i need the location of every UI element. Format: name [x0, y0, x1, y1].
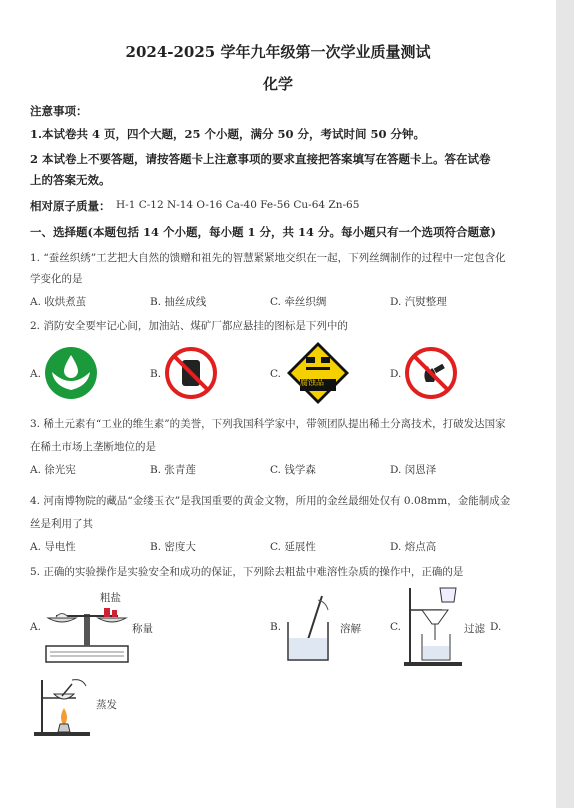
- notes-heading: 注意事项：: [30, 104, 88, 118]
- atomic-mass-values: H-1 C-12 N-14 O-16 Ca-40 Fe-56 Cu-64 Zn-65: [116, 199, 360, 211]
- q5-stem: 5. 正确的实验操作是实验安全和成功的保证，下列除去粗盐中难溶性杂质的操作中，正确的是: [30, 566, 464, 578]
- scrollbar-area[interactable]: [556, 0, 574, 808]
- q5-caption-weighing: 称量: [132, 623, 153, 635]
- q5-caption-crude-salt: 粗盐: [100, 592, 121, 604]
- q2-option-b: B.: [150, 368, 162, 380]
- no-fire-sign-icon: [404, 346, 458, 400]
- q3-option-d: D. 闵恩泽: [390, 464, 437, 476]
- q5-caption-filtering: 过滤: [464, 623, 485, 635]
- q4-option-a: A. 导电性: [30, 541, 76, 553]
- q4-stem-line2: 丝是利用了其: [30, 518, 93, 530]
- notes-item-1: 1.本试卷共 4 页，四个大题，25 个小题，满分 50 分，考试时间 50 分钟。: [30, 127, 426, 141]
- q5-option-a: A.: [30, 621, 41, 633]
- water-saving-sign-icon: [44, 346, 98, 400]
- q1-stem-line2: 学变化的是: [30, 273, 83, 285]
- q2-option-c: C.: [270, 368, 281, 380]
- filtration-setup-icon: [402, 584, 464, 668]
- notes-item-2-line1: 2 本试卷上不要答题，请按答题卡上注意事项的要求直接把答案填写在答题卡上。答在试卷: [30, 152, 491, 166]
- atomic-mass-label: 相对原子质量：: [30, 199, 111, 213]
- q5-option-b: B.: [270, 621, 282, 633]
- q3-option-c: C. 钱学森: [270, 464, 316, 476]
- q3-option-a: A. 徐光宪: [30, 464, 76, 476]
- exam-title: 2024-2025 学年九年级第一次学业质量测试: [125, 43, 431, 61]
- corrosive-sign-icon: [286, 341, 350, 405]
- balance-scale-icon: [44, 600, 130, 664]
- q5-caption-dissolving: 溶解: [340, 623, 361, 635]
- q2-option-d: D.: [390, 368, 402, 380]
- beaker-stirring-icon: [282, 594, 336, 664]
- q4-option-d: D. 熔点高: [390, 541, 437, 553]
- q5-option-d: D.: [490, 621, 502, 633]
- corrosive-sign-label: 腐蚀品: [300, 378, 324, 387]
- q1-option-d: D. 汽熨整理: [390, 296, 447, 308]
- q2-option-a: A.: [30, 368, 41, 380]
- prohibition-sign-icon: [164, 346, 218, 400]
- q3-stem-line2: 在稀土市场上垄断地位的是: [30, 441, 156, 453]
- subject-title: 化学: [262, 75, 293, 93]
- q1-option-a: A. 收烘煮茧: [30, 296, 87, 308]
- q1-option-c: C. 牵丝织绸: [270, 296, 327, 308]
- notes-item-2-line2: 上的答案无效。: [30, 173, 111, 187]
- q3-stem-line1: 3. 稀土元素有“工业的维生素”的美誉，下列我国科学家中，带领团队提出稀土分离技术，打破发达国家: [30, 418, 506, 430]
- q3-option-b: B. 张青莲: [150, 464, 196, 476]
- section-1-heading: 一、选择题(本题包括 14 个小题，每小题 1 分，共 14 分。每小题只有一个选项符合题意): [30, 225, 496, 239]
- q4-option-b: B. 密度大: [150, 541, 196, 553]
- q2-stem: 2. 消防安全要牢记心间，加油站、煤矿厂都应悬挂的图标是下列中的: [30, 320, 348, 332]
- q1-option-b: B. 抽丝成线: [150, 296, 207, 308]
- q4-option-c: C. 延展性: [270, 541, 316, 553]
- q4-stem-line1: 4. 河南博物院的藏品“金缕玉衣”是我国重要的黄金文物，所用的金丝最细处仅有 0.08mm，金能制成金: [30, 495, 511, 507]
- q5-caption-evaporating: 蒸发: [96, 699, 117, 711]
- q1-stem-line1: 1. “蚕丝织绣”工艺把大自然的馈赠和祖先的智慧紧紧地交织在一起，下列丝绸制作的过程中一定包含化: [30, 252, 506, 264]
- q5-option-c: C.: [390, 621, 401, 633]
- evaporation-setup-icon: [32, 676, 94, 738]
